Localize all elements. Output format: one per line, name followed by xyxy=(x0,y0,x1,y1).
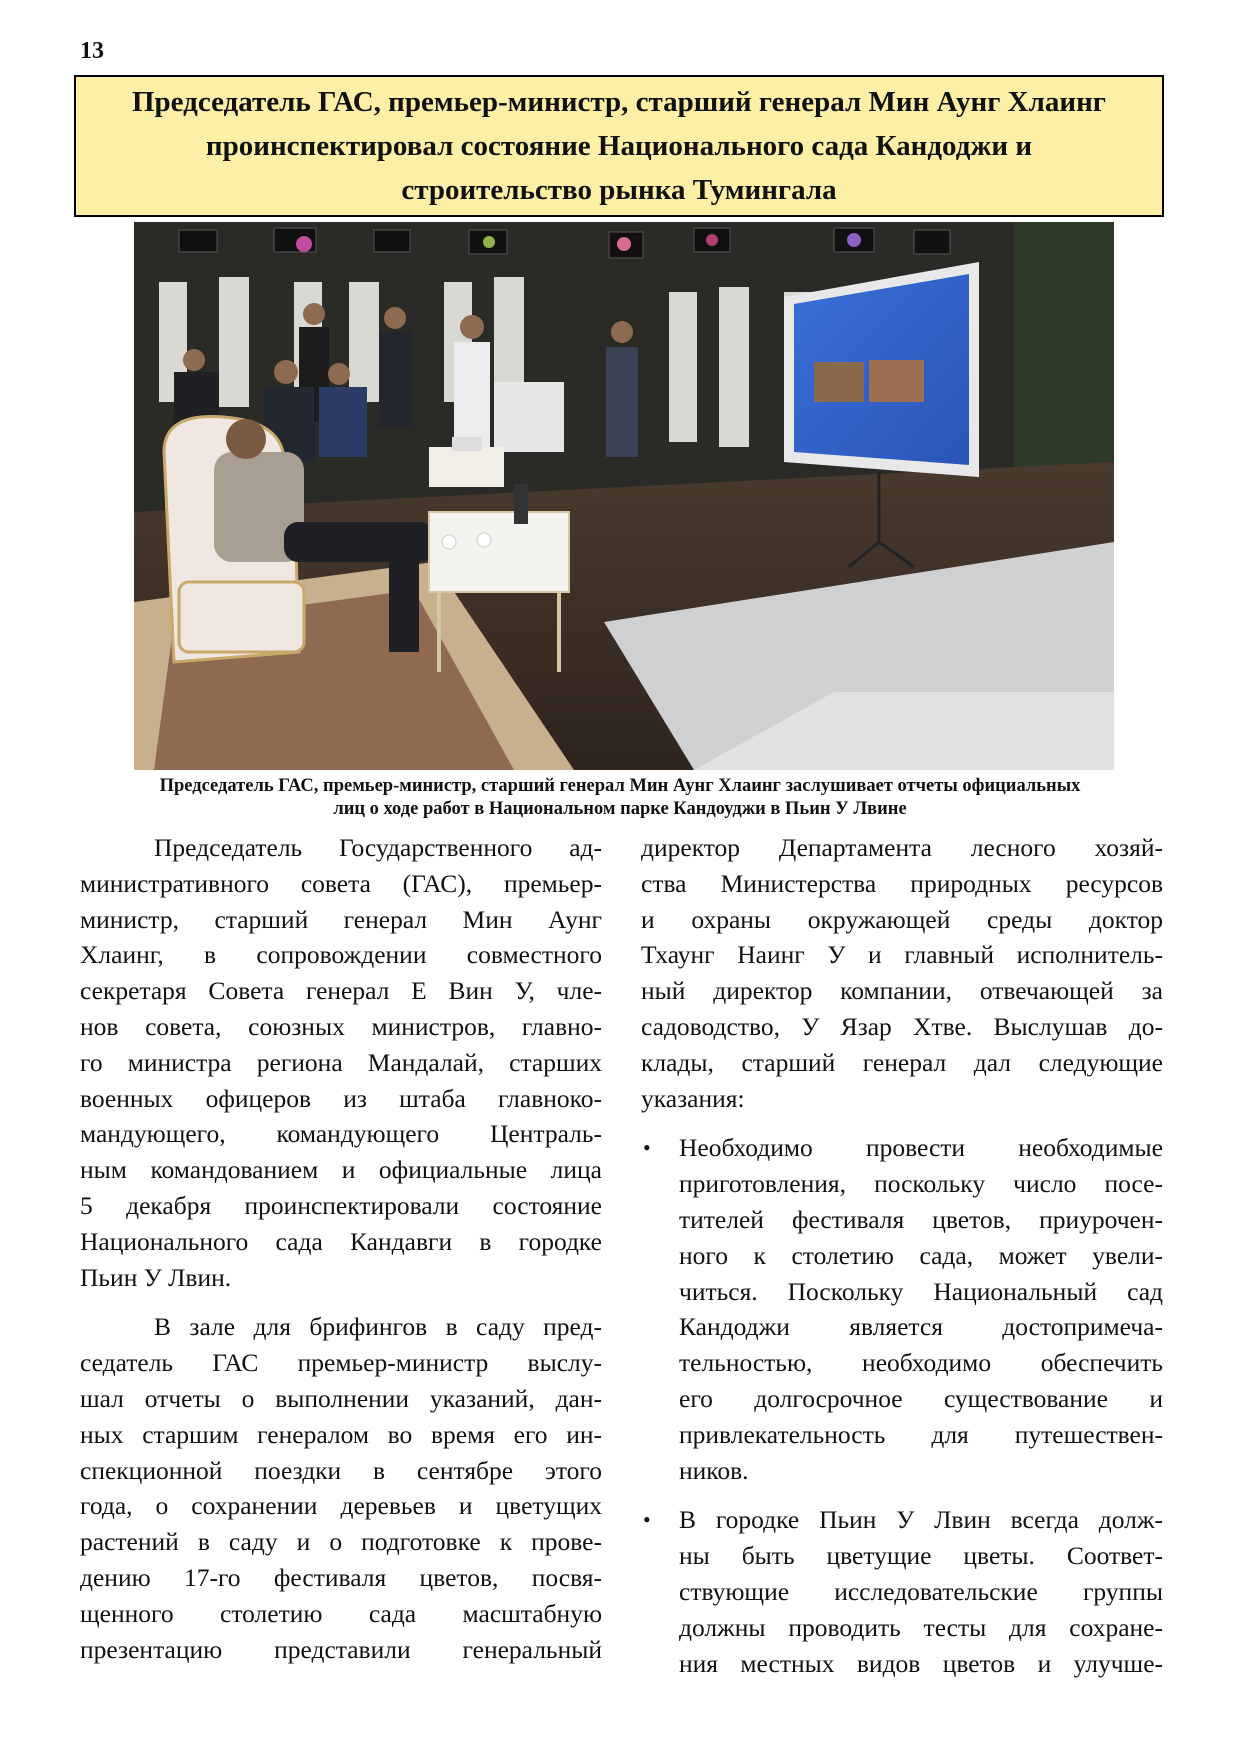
paragraph-line: седатель ГАС премьер-министр выслу- xyxy=(80,1348,602,1378)
article-photo xyxy=(134,222,1114,770)
paragraph-line: клады, старший генерал дал следующие xyxy=(641,1047,1163,1077)
bullet-line: Кандоджи является достопримеча- xyxy=(679,1312,1163,1342)
photo-caption-line: лиц о ходе работ в Национальном парке Кандоуджи в Пьин У Лвине xyxy=(333,799,907,819)
paragraph-line: военных офицеров из штаба главноко- xyxy=(80,1083,602,1113)
bullet-line: привлекательность для путешествен- xyxy=(679,1419,1163,1449)
right-column xyxy=(641,830,1163,1681)
bullet-line: тельностью, необходимо обеспечить xyxy=(679,1348,1163,1378)
bullet-line: ствующие исследовательские группы xyxy=(679,1576,1163,1606)
bullet-item xyxy=(641,1502,1163,1681)
paragraph-line: указания: xyxy=(641,1083,745,1113)
article-title-box xyxy=(74,75,1164,217)
photo-caption xyxy=(80,775,1160,821)
bullet-line: приготовления, поскольку число посе- xyxy=(679,1169,1163,1199)
bullet-line: читься. Поскольку Национальный сад xyxy=(679,1276,1163,1306)
bullet-line: должны проводить тесты для сохране- xyxy=(679,1612,1163,1642)
paragraph-line: В зале для брифингов в саду пред- xyxy=(154,1312,602,1342)
paragraph-line: ным командованием и официальные лица xyxy=(80,1155,602,1185)
paragraph-line: секретаря Совета генерал Е Вин У, чле- xyxy=(80,976,602,1006)
paragraph-line: ства Министерства природных ресурсов xyxy=(641,868,1163,898)
bullet-line: тителей фестиваля цветов, приурочен- xyxy=(679,1204,1163,1234)
bullet-line: ния местных видов цветов и улучше- xyxy=(679,1648,1163,1678)
photo-caption-line: Председатель ГАС, премьер-министр, старший генерал Мин Аунг Хлаинг заслушивает отчеты официальных xyxy=(159,776,1081,796)
left-column xyxy=(80,830,602,1667)
paragraph-line: года, о сохранении деревьев и цветущих xyxy=(80,1491,602,1521)
article-title-line: проинспектировал состояние Национального сада Кандоджи и xyxy=(205,130,1033,162)
paragraph-line: шал отчеты о выполнении указаний, дан- xyxy=(80,1383,602,1413)
paragraph-line: презентацию представили генеральный xyxy=(80,1634,602,1664)
paragraph-line: и охраны окружающей среды доктор xyxy=(641,904,1163,934)
paragraph-line: Хлаинг, в сопровождении совместного xyxy=(80,940,602,970)
paragraph-line: го министра региона Мандалай, старших xyxy=(80,1047,602,1077)
paragraph-line: ных старшим генералом во время его ин- xyxy=(80,1419,602,1449)
bullet-line: ников. xyxy=(679,1455,749,1485)
paragraph-line: министративного совета (ГАС), премьер- xyxy=(80,868,602,898)
paragraph-line: министр, старший генерал Мин Аунг xyxy=(80,904,602,934)
bullet-line: В городке Пьин У Лвин всегда долж- xyxy=(679,1505,1163,1535)
paragraph-line: растений в саду и о подготовке к прове- xyxy=(80,1527,602,1557)
paragraph-line: Председатель Государственного ад- xyxy=(154,833,602,862)
paragraph-line: 5 декабря проинспектировали состояние xyxy=(80,1190,602,1220)
bullet-line: его долгосрочное существование и xyxy=(679,1383,1163,1413)
article-title-line: Председатель ГАС, премьер-министр, старший генерал Мин Аунг Хлаинг xyxy=(132,86,1106,118)
bullet-line: ны быть цветущие цветы. Соответ- xyxy=(679,1541,1163,1571)
paragraph-line: щенного столетию сада масштабную xyxy=(80,1598,602,1628)
bullet-marker: • xyxy=(643,1507,651,1533)
paragraph-line: ный директор компании, отвечающей за xyxy=(641,976,1163,1006)
paragraph-line: нов совета, союзных министров, главно- xyxy=(80,1011,602,1041)
paragraph-line: мандующего, командующего Централь- xyxy=(80,1119,602,1149)
bullet-marker: • xyxy=(643,1135,651,1161)
bullet-line: ного к столетию сада, может увели- xyxy=(679,1240,1163,1270)
paragraph-line: садоводство, У Язар Хтве. Выслушав до- xyxy=(641,1011,1163,1041)
article-title-line: строительство рынка Тумингала xyxy=(401,174,837,206)
paragraph-line: директор Департамента лесного хозяй- xyxy=(641,833,1163,862)
paragraph-line: Пьин У Лвин. xyxy=(80,1262,232,1292)
paragraph-line: дению 17-го фестиваля цветов, посвя- xyxy=(80,1562,602,1592)
bullet-item xyxy=(641,1130,1163,1488)
photo-illustration xyxy=(134,222,1114,770)
paragraph-line: спекционной поездки в сентябре этого xyxy=(80,1455,602,1485)
paragraph-line: Тхаунг Наинг У и главный исполнитель- xyxy=(641,940,1163,970)
paragraph-line: Национального сада Кандавги в городке xyxy=(80,1226,602,1256)
page-number: 13 xyxy=(80,38,104,64)
bullet-line: Необходимо провести необходимые xyxy=(679,1133,1163,1163)
